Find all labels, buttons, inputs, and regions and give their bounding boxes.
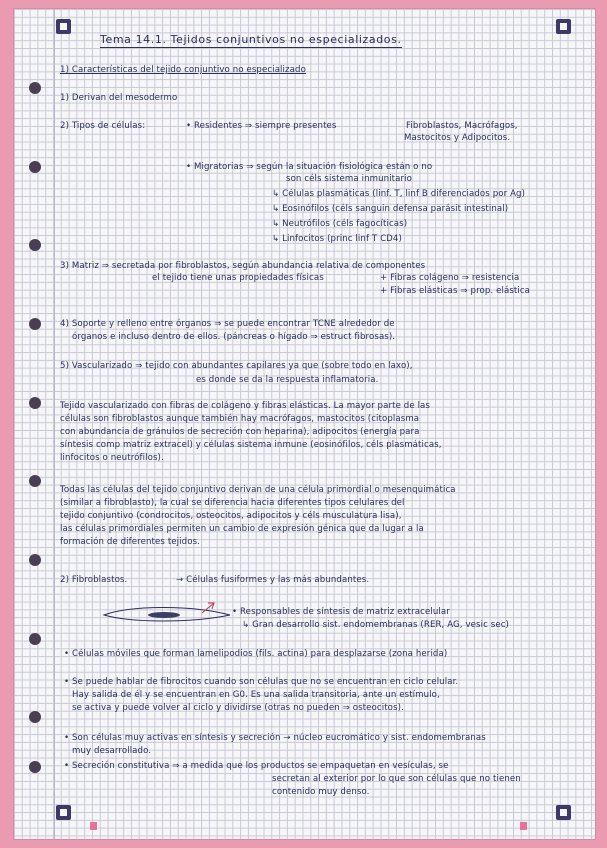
migratory-eosinophils: ↳ Eosinófilos (céls sanguin defensa parásit intestinal) [272,204,509,214]
corner-mark-top-left [56,19,71,34]
page-title: Tema 14.1. Tejidos conjuntivos no especializados. [100,33,402,46]
notebook-page [14,9,595,839]
fibers-collagen: + Fibras colágeno ⇒ resistencia [380,273,520,283]
para2-line: (similar a fibroblasto), la cual se diferencia hacia diferentes tipos celulares del [60,498,405,508]
support-line2: órganos e incluso dentro de ellos. (páncreas o hígado ⇒ estruct fibrosas). [72,332,396,342]
binder-hole [29,475,41,487]
para2-line: las células primordiales permiten un cambio de expresión génica que da lugar a la [60,524,424,534]
margin-line [54,9,55,839]
migratory-neutrophils: ↳ Neutrófilos (céls fagocíticas) [272,219,408,229]
binder-hole [29,318,41,330]
residents-lead: • Residentes ⇒ siempre presentes [186,121,337,131]
binder-hole [29,711,41,723]
endomembrane-system: ↳ Gran desarrollo sist. endomembranas (RER, AG, vesic sec) [242,620,510,630]
corner-mark-bottom-left [56,805,71,820]
binder-hole [29,554,41,566]
binder-hole [29,239,41,251]
bullet-constitutive-cont: contenido muy denso. [272,787,370,797]
binder-hole [29,397,41,409]
binder-hole [29,82,41,94]
cell-types-label: 2) Tipos de células: [60,121,146,131]
migratory-lead: • Migratorias ⇒ según la situación fisiológica están o no [186,162,433,172]
pink-marker-left [90,822,97,830]
para2-line: formación de diferentes tejidos. [60,537,200,547]
corner-mark-bottom-right [556,805,571,820]
fibroblast-drawing [102,601,232,627]
section1-item1: 1) Derivan del mesodermo [60,93,178,103]
bullet-fibrocytes-cont: se activa y puede volver al ciclo y dividirse (otras no pueden ⇒ osteocitos). [72,703,404,713]
binder-hole [29,761,41,773]
bullet-constitutive-cont: secretan al exterior por lo que son células que no tienen [272,774,521,784]
synthesis-responsibility: • Responsables de síntesis de matriz extracelular [232,607,450,617]
bullet-constitutive-secretion: • Secreción constitutiva ⇒ a medida que los productos se empaquetan en vesículas, se [64,761,449,771]
residents-cells-1: Fibroblastos, Macrófagos, [406,121,518,131]
para1-line: células son fibroblastos aunque también hay macrófagos, mastocitos (citoplasma [60,414,420,424]
binder-hole [29,633,41,645]
para1-line: linfocitos o neutrófilos). [60,453,164,463]
bullet-active-cells-cont: muy desarrollado. [72,746,152,756]
matrix-line1: 3) Matriz ⇒ secretada por fibroblastos, según abundancia relativa de componentes [60,261,426,271]
vascular-line2: es donde se da la respuesta inflamatoria. [196,375,379,385]
corner-mark-top-right [556,19,571,34]
migratory-lymphocytes: ↳ Linfocitos (princ linf T CD4) [272,234,402,244]
bullet-active-cells: • Son células muy activas en síntesis y secreción → núcleo eucromático y sist. endomembranas [64,733,486,743]
migratory-plasma: ↳ Células plasmáticas (linf. T, linf B diferenciados por Ag) [272,189,526,199]
support-line1: 4) Soporte y relleno entre órganos ⇒ se puede encontrar TCNE alrededor de [60,319,395,329]
pink-marker-right [520,822,527,830]
para1-line: síntesis comp matriz extracel) y células sistema inmune (eosinófilos, céls plasmáticas, [60,440,442,450]
binder-hole [29,161,41,173]
fibroblasts-description: → Células fusiformes y las más abundantes. [176,575,370,585]
vascular-line1: 5) Vascularizado ⇒ tejido con abundantes capilares ya que (sobre todo en laxo), [60,361,413,371]
section1-heading: 1) Características del tejido conjuntivo no especializado [60,65,306,75]
migratory-line2: son céls sistema inmunitario [286,174,412,184]
fibers-elastic: + Fibras elásticas ⇒ prop. elástica [380,286,531,296]
matrix-line2: el tejido tiene unas propiedades físicas [152,273,324,283]
residents-cells-2: Mastocitos y Adipocitos. [404,133,511,143]
para2-line: Todas las células del tejido conjuntivo derivan de una célula primordial o mesenquimática [60,485,456,495]
bullet-fibrocytes-cont: Hay salida de él y se encuentran en G0. Es una salida transitoria, ante un estímulo, [72,690,440,700]
para2-line: tejido conjuntivo (condrocitos, osteocitos, adipocitos y céls musculatura lisa), [60,511,402,521]
fibroblasts-heading: 2) Fibroblastos. [60,575,128,585]
para1-line: con abundancia de gránulos de secreción con heparina), adipocitos (energía para [60,427,420,437]
bullet-fibrocytes: • Se puede hablar de fibrocitos cuando son células que no se encuentran en ciclo celular. [64,677,459,687]
para1-line: Tejido vascularizado con fibras de colágeno y fibras elásticas. La mayor parte de las [60,401,430,411]
bullet-mobile-cells: • Células móviles que forman lamelipodios (fils. actina) para desplazarse (zona herida) [64,649,448,659]
